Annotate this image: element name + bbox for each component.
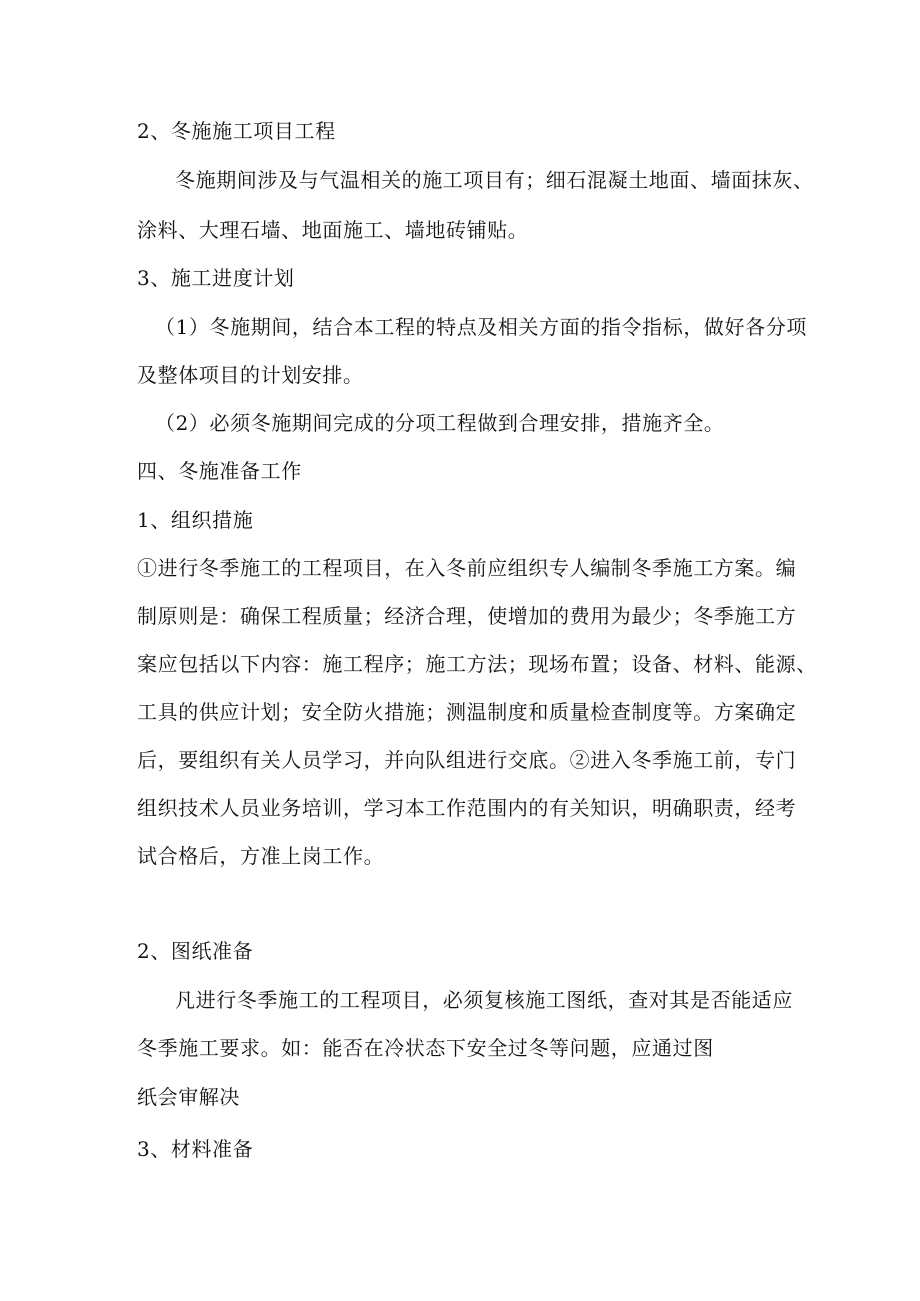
paragraph-line: 试合格后，方准上岗工作。 — [137, 844, 385, 868]
paragraph-line: 凡进行冬季施工的工程项目，必须复核施工图纸，查对其是否能适应 — [175, 988, 793, 1012]
sub-2-heading: 2、图纸准备 — [137, 939, 254, 963]
paragraph-line: ①进行冬季施工的工程项目，在入冬前应组织专人编制冬季施工方案。编 — [137, 556, 797, 580]
paragraph-line: 冬季施工要求。如：能否在冷状态下安全过冬等问题，应通过图 — [137, 1036, 714, 1060]
section-2-heading: 2、冬施施工项目工程 — [137, 119, 336, 143]
paragraph-line: （1）冬施期间，结合本工程的特点及相关方面的指令指标，做好各分项 — [155, 315, 807, 339]
sub-1-heading: 1、组织措施 — [137, 508, 254, 532]
paragraph-line: 后，要组织有关人员学习，并向队组进行交底。②进入冬季施工前，专门 — [137, 748, 797, 772]
paragraph-line: （2）必须冬施期间完成的分项工程做到合理安排，措施齐全。 — [155, 411, 725, 435]
paragraph-line: 案应包括以下内容：施工程序；施工方法；现场布置；设备、材料、能源、 — [137, 652, 817, 676]
sub-3-heading: 3、材料准备 — [137, 1137, 254, 1161]
paragraph-line: 冬施期间涉及与气温相关的施工项目有；细石混凝土地面、墙面抹灰、 — [175, 168, 814, 192]
paragraph-line: 工具的供应计划；安全防火措施；测温制度和质量检查制度等。方案确定 — [137, 700, 797, 724]
section-3-heading: 3、施工进度计划 — [137, 266, 295, 290]
paragraph-line: 及整体项目的计划安排。 — [137, 363, 364, 387]
paragraph-line: 制原则是：确保工程质量；经济合理，使增加的费用为最少；冬季施工方 — [137, 604, 797, 628]
paragraph-line: 纸会审解决 — [137, 1085, 240, 1109]
paragraph-line: 涂料、大理石墙、地面施工、墙地砖铺贴。 — [137, 218, 529, 242]
part-4-heading: 四、冬施准备工作 — [137, 459, 302, 483]
paragraph-line: 组织技术人员业务培训，学习本工作范围内的有关知识，明确职责，经考 — [137, 796, 797, 820]
